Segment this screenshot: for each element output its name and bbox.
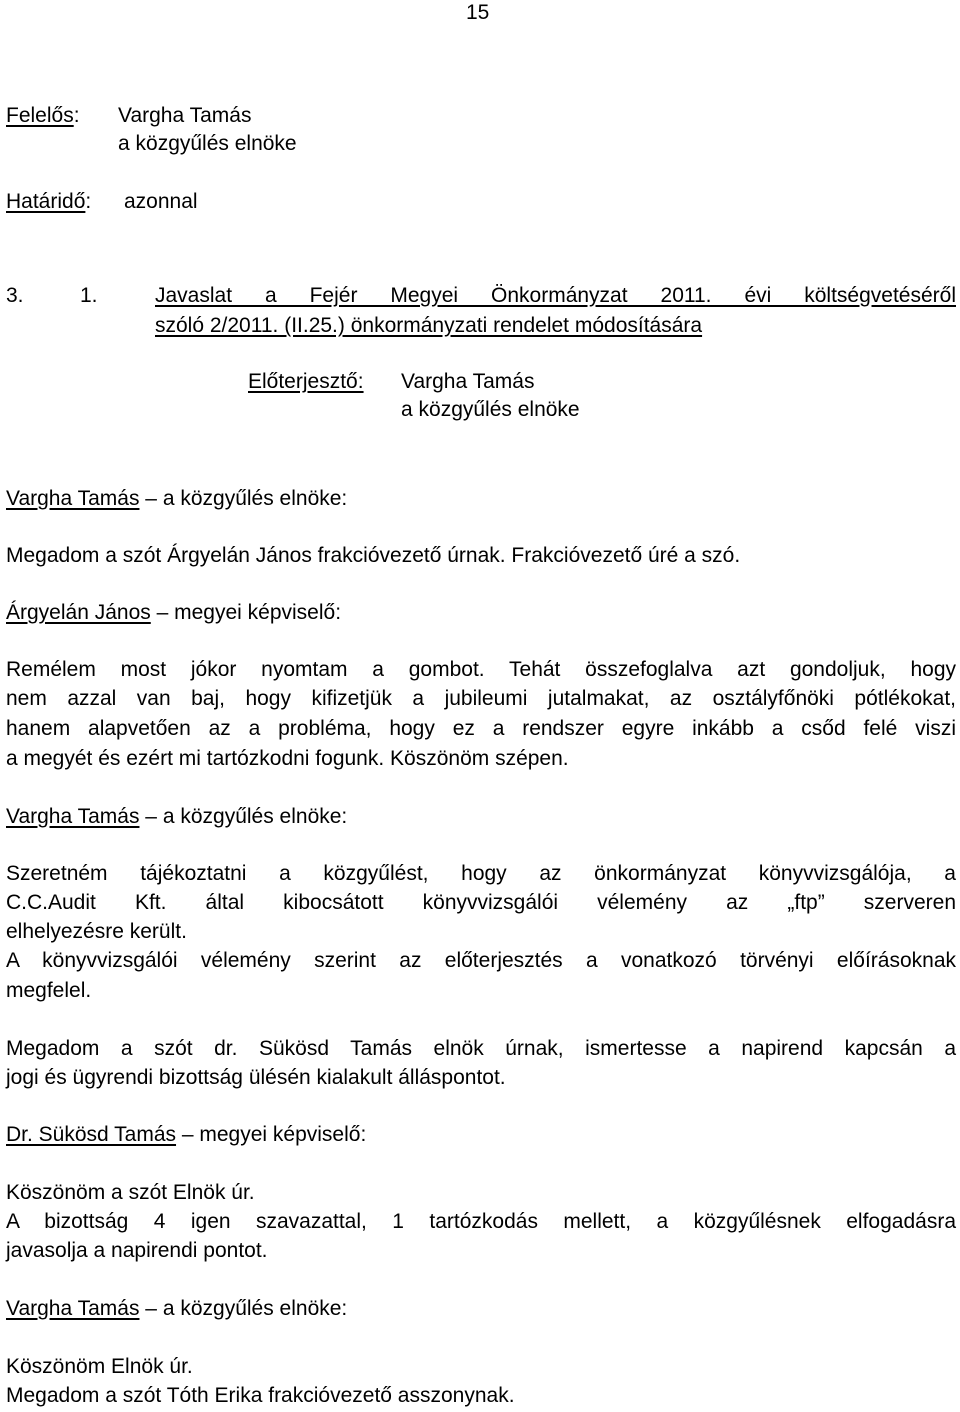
paragraph-line: A bizottság 4 igen szavazattal, 1 tartózkodás mellett, a közgyűlésnek elfogadásra bbox=[6, 1210, 956, 1233]
speaker-heading bbox=[6, 486, 347, 512]
hatarido-row bbox=[6, 189, 91, 215]
speaker-heading bbox=[6, 600, 341, 626]
paragraph-line: nem azzal van baj, hogy kifizetjük a jubileumi jutalmakat, az osztályfőnöki pótlékokat, bbox=[6, 687, 956, 710]
felelos-row bbox=[6, 103, 80, 129]
speaker-role: – a közgyűlés elnöke: bbox=[139, 487, 348, 510]
page-number: 15 bbox=[466, 1, 490, 24]
speaker-heading bbox=[6, 1296, 347, 1322]
eloterjeszto-name: Vargha Tamás bbox=[401, 370, 535, 393]
paragraph-line: Megadom a szót dr. Sükösd Tamás elnök úrnak, ismertesse a napirend kapcsán a bbox=[6, 1037, 956, 1060]
paragraph-line: Megadom a szót Tóth Erika frakcióvezető asszonynak. bbox=[6, 1384, 515, 1407]
paragraph-line: Köszönöm a szót Elnök úr. bbox=[6, 1181, 255, 1204]
speaker-role: – megyei képviselő: bbox=[176, 1123, 367, 1146]
paragraph-line: Köszönöm Elnök úr. bbox=[6, 1355, 193, 1378]
eloterjeszto-title: a közgyűlés elnöke bbox=[401, 398, 580, 421]
agenda-title-line1: Javaslat a Fejér Megyei Önkormányzat 2011. évi költségvetéséről bbox=[155, 284, 956, 307]
felelos-title: a közgyűlés elnöke bbox=[118, 132, 297, 155]
speaker-name: Dr. Sükösd Tamás bbox=[6, 1123, 177, 1146]
felelos-label: Felelős bbox=[6, 104, 74, 127]
speaker-role: – megyei képviselő: bbox=[150, 601, 342, 624]
speaker-heading bbox=[6, 1122, 366, 1148]
felelos-colon: : bbox=[73, 104, 80, 127]
eloterjeszto-label: Előterjesztő: bbox=[248, 370, 364, 393]
hatarido-colon: : bbox=[85, 190, 92, 213]
speaker-name: Árgyelán János bbox=[6, 601, 151, 624]
felelos-name: Vargha Tamás bbox=[118, 104, 252, 127]
hatarido-value: azonnal bbox=[124, 190, 198, 213]
paragraph-line: hanem alapvetően az a probléma, hogy ez a rendszer egyre inkább a csőd felé viszi bbox=[6, 717, 956, 740]
paragraph-line: Remélem most jókor nyomtam a gombot. Tehát összefoglalva azt gondoljuk, hogy bbox=[6, 658, 956, 681]
paragraph-line: elhelyezésre került. bbox=[6, 920, 187, 943]
speaker-name: Vargha Tamás bbox=[6, 805, 140, 828]
speaker-heading bbox=[6, 804, 347, 830]
paragraph-line: jogi és ügyrendi bizottság ülésén kialakult álláspontot. bbox=[6, 1066, 506, 1089]
speaker-name: Vargha Tamás bbox=[6, 487, 140, 510]
agenda-number-sub: 1. bbox=[80, 284, 98, 307]
paragraph-line: megfelel. bbox=[6, 979, 92, 1002]
eloterjeszto-label-wrap bbox=[248, 369, 364, 395]
paragraph-line: C.C.Audit Kft. által kibocsátott könyvvizsgálói vélemény az „ftp” szerveren bbox=[6, 891, 956, 914]
speaker-role: – a közgyűlés elnöke: bbox=[139, 805, 348, 828]
paragraph-line: a megyét és ezért mi tartózkodni fogunk. Köszönöm szépen. bbox=[6, 747, 569, 770]
paragraph-line: Megadom a szót Árgyelán János frakcióvezető úrnak. Frakcióvezető úré a szó. bbox=[6, 544, 741, 567]
speaker-name: Vargha Tamás bbox=[6, 1297, 140, 1320]
agenda-title-line2: szóló 2/2011. (II.25.) önkormányzati rendelet módosítására bbox=[155, 314, 703, 337]
paragraph-line: javasolja a napirendi pontot. bbox=[6, 1239, 268, 1262]
hatarido-label: Határidő bbox=[6, 190, 86, 213]
paragraph-line: A könyvvizsgálói vélemény szerint az előterjesztés a vonatkozó törvényi előírásoknak bbox=[6, 949, 956, 972]
paragraph-line: Szeretném tájékoztatni a közgyűlést, hogy az önkormányzat könyvvizsgálója, a bbox=[6, 862, 956, 885]
speaker-role: – a közgyűlés elnöke: bbox=[139, 1297, 348, 1320]
agenda-number-main: 3. bbox=[6, 284, 24, 307]
